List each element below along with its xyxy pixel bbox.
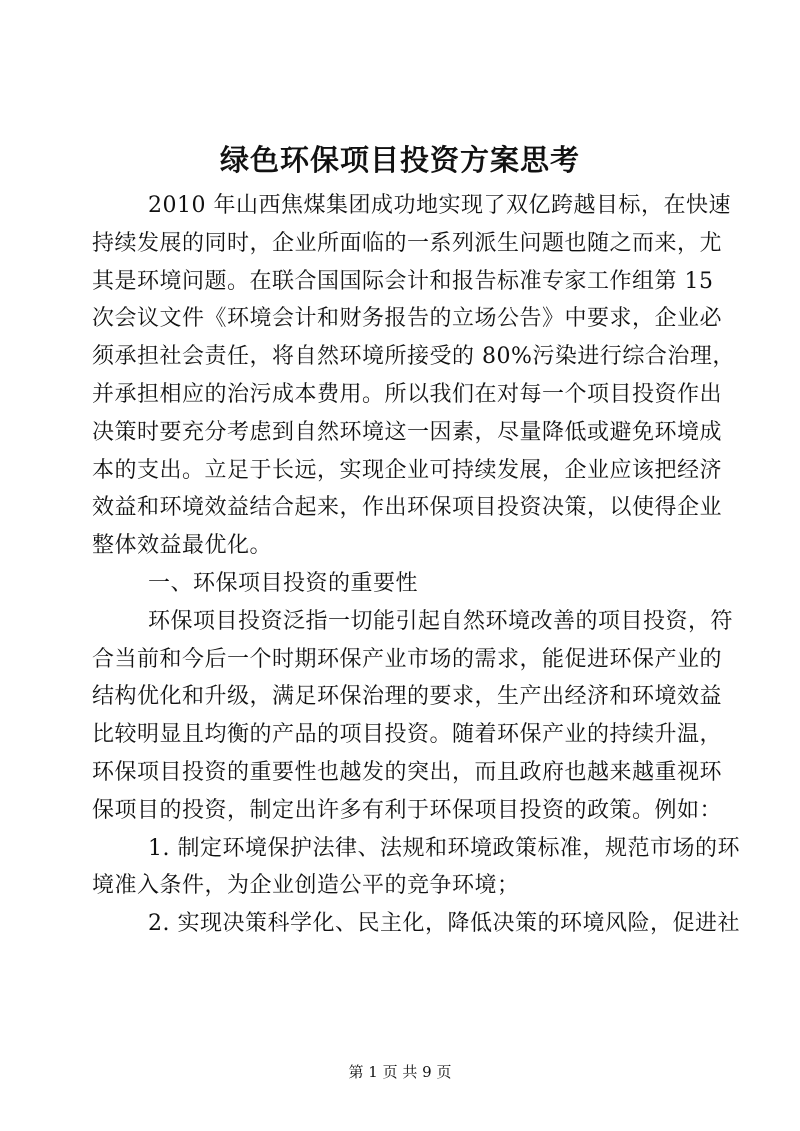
paragraph-line: 结构优化和升级，满足环保治理的要求，生产出经济和环境效益 — [92, 684, 723, 710]
paragraph-line: 比较明显且均衡的产品的项目投资。随着环保产业的持续升温， — [92, 722, 723, 748]
paragraph-line: 次会议文件《环境会计和财务报告的立场公告》中要求，企业必 — [92, 306, 723, 332]
list-item-line: 境准入条件，为企业创造公平的竞争环境； — [92, 873, 520, 899]
paragraph-line: 决策时要充分考虑到自然环境这一因素，尽量降低或避免环境成 — [92, 419, 723, 445]
page-number-footer: 第 1 页 共 9 页 — [348, 1063, 452, 1081]
paragraph-line: 环保项目投资泛指一切能引起自然环境改善的项目投资，符 — [148, 608, 734, 634]
paragraph-line: 合当前和今后一个时期环保产业市场的需求，能促进环保产业的 — [92, 646, 723, 672]
paragraph-line: 本的支出。立足于长远，实现企业可持续发展，企业应该把经济 — [92, 457, 723, 483]
document-body — [92, 187, 740, 943]
paragraph-line: 整体效益最优化。 — [92, 533, 273, 559]
paragraph-line: 2010 年山西焦煤集团成功地实现了双亿跨越目标，在快速 — [148, 193, 731, 218]
paragraph-line: 环保项目投资的重要性也越发的突出，而且政府也越来越重视环 — [92, 759, 723, 785]
paragraph-line: 其是环境问题。在联合国国际会计和报告标准专家工作组第 15 — [92, 268, 714, 294]
paragraph-line: 效益和环境效益结合起来，作出环保项目投资决策，以使得企业 — [92, 495, 723, 521]
paragraph-line: 并承担相应的治污成本费用。所以我们在对每一个项目投资作出 — [92, 381, 723, 407]
list-item-line: 1. 制定环境保护法律、法规和环境政策标准，规范市场的环 — [148, 835, 740, 861]
paragraph-line: 保项目的投资，制定出许多有利于环保项目投资的政策。例如： — [92, 797, 723, 823]
paragraph-line: 须承担社会责任，将自然环境所接受的 80%污染进行综合治理， — [92, 344, 735, 370]
paragraph-line: 持续发展的同时，企业所面临的一系列派生问题也随之而来，尤 — [92, 230, 723, 256]
document-title: 绿色环保项目投资方案思考 — [219, 143, 580, 177]
section-heading: 一、环保项目投资的重要性 — [148, 570, 419, 596]
list-item-line: 2. 实现决策科学化、民主化，降低决策的环境风险，促进社 — [148, 911, 740, 937]
